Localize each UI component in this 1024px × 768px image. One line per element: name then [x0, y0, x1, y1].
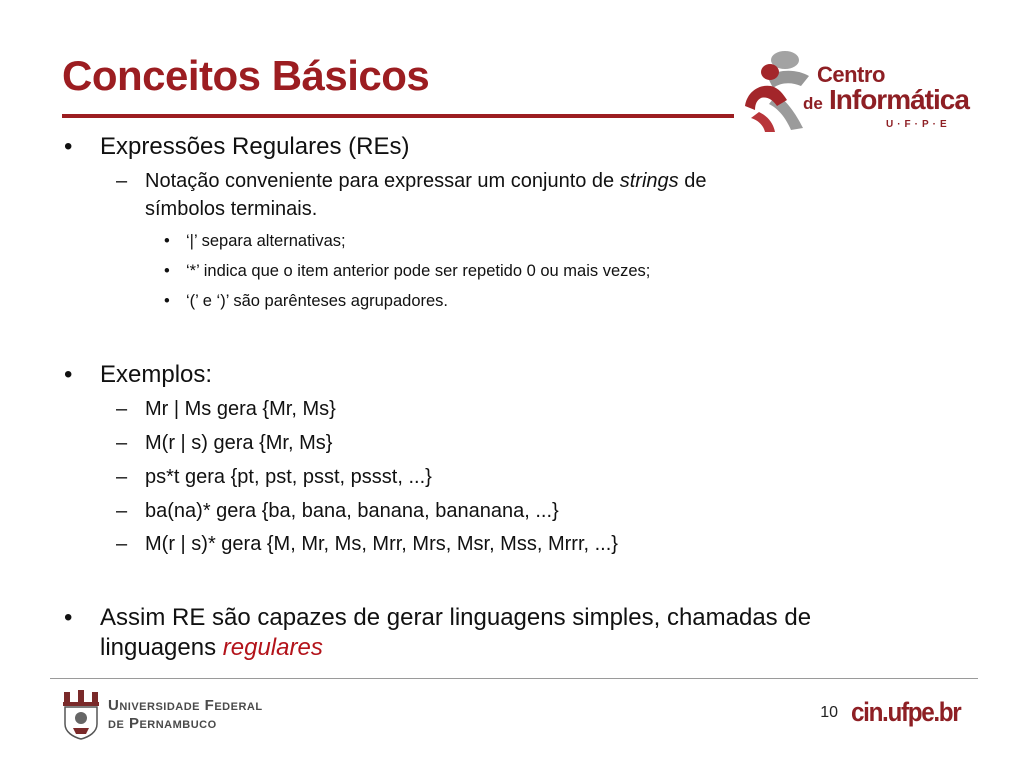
example-item: Mr | Ms gera {Mr, Ms} [145, 398, 336, 420]
sub-bullet-notation [145, 170, 706, 193]
dash-marker: – [116, 500, 128, 522]
ci-logo-figure-icon [737, 46, 827, 136]
regulares-emphasis: regulares [222, 634, 323, 661]
page-number: 10 [820, 704, 838, 721]
cin-site-url: cin.ufpe.br [851, 697, 961, 727]
small-bullet-marker: • [164, 292, 170, 310]
ufpe-name [108, 697, 263, 733]
bullet-marker-1: • [64, 133, 73, 160]
dash-marker: – [116, 466, 128, 488]
footer-divider [50, 678, 978, 679]
bullet-marker-2: • [64, 361, 73, 388]
bullet-conclusion-line1: Assim RE são capazes de gerar linguagens simples, chamadas de [100, 604, 812, 631]
dash-marker: – [116, 432, 128, 454]
example-item: M(r | s) gera {Mr, Ms} [145, 432, 333, 454]
dash-marker: – [116, 533, 128, 555]
ufpe-crest-icon [60, 688, 102, 740]
logo-ufpe-text: U·F·P·E [886, 119, 951, 130]
dash-marker: – [116, 398, 128, 420]
sub-sub-bullet-alternatives: ‘|’ separa alternativas; [186, 232, 346, 250]
example-item: M(r | s)* gera {M, Mr, Ms, Mrr, Mrs, Msr, Mss, Mrrr, ...} [145, 533, 618, 555]
sub-sub-bullet-star: ‘*’ indica que o item anterior pode ser repetido 0 ou mais vezes; [186, 262, 651, 280]
bullet-conclusion-line2 [100, 634, 323, 662]
notation-text: Notação conveniente para expressar um conjunto de [145, 170, 620, 192]
sub-bullet-notation-line2: símbolos terminais. [145, 198, 318, 220]
logo-informatica-text: Informática [829, 84, 969, 115]
conclusion-text: linguagens [100, 634, 223, 661]
title-underline [62, 114, 734, 118]
logo-de-text: de [803, 94, 823, 113]
notation-suffix: de [678, 170, 707, 192]
example-item: ps*t gera {pt, pst, psst, pssst, ...} [145, 466, 432, 488]
bullet-regular-expressions: Expressões Regulares (REs) [100, 133, 410, 160]
bullet-marker-3: • [64, 604, 73, 631]
centro-de-informatica-logo [737, 46, 969, 136]
ufpe-name-line2: de Pernambuco [108, 715, 217, 732]
dash-marker: – [116, 170, 128, 192]
bullet-examples: Exemplos: [100, 361, 213, 388]
sub-sub-bullet-parentheses: ‘(’ e ‘)’ são parênteses agrupadores. [186, 292, 449, 310]
logo-centro-text: Centro [817, 62, 885, 87]
notation-strings-italic: strings [619, 170, 679, 192]
small-bullet-marker: • [164, 262, 170, 280]
example-item: ba(na)* gera {ba, bana, banana, bananana, ...} [145, 500, 559, 522]
ufpe-name-line1: Universidade Federal [108, 697, 263, 714]
slide-title: Conceitos Básicos [62, 52, 430, 99]
small-bullet-marker: • [164, 232, 170, 250]
